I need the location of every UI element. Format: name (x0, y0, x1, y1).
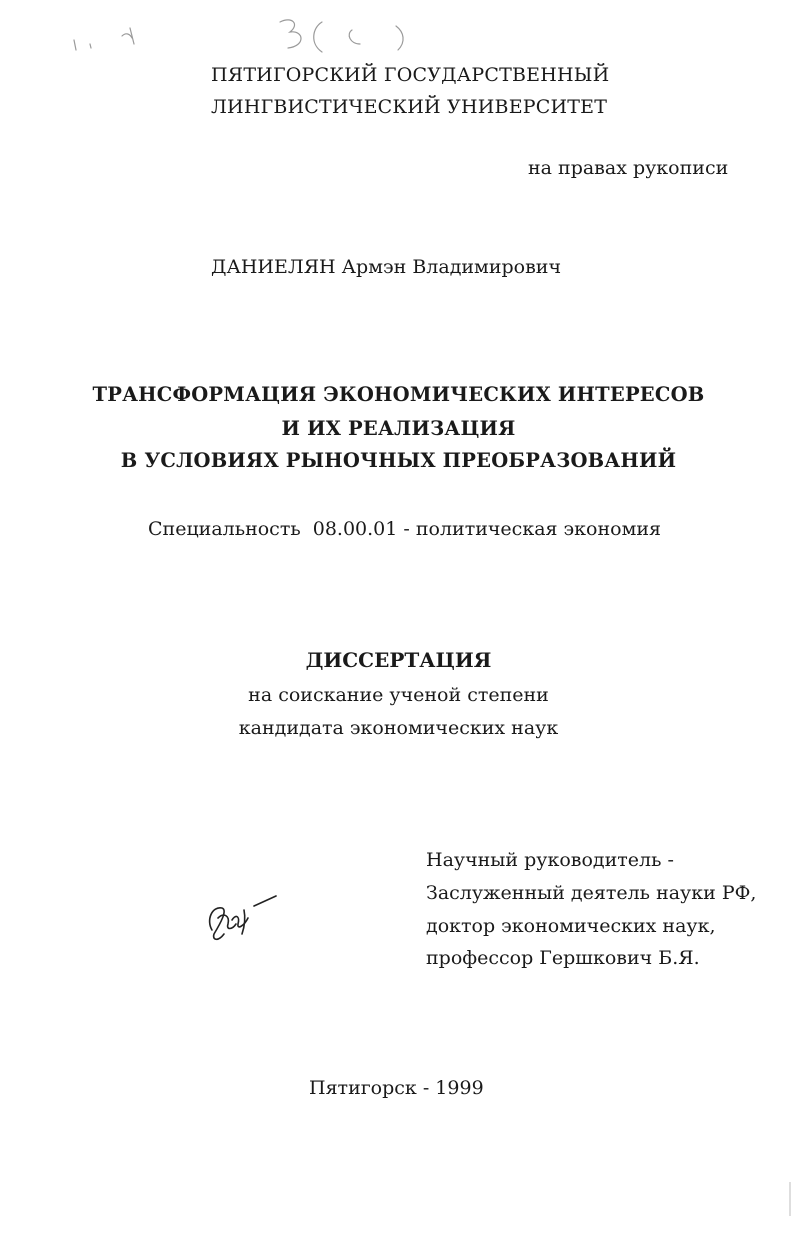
title-line2: И ИХ РЕАЛИЗАЦИЯ (281, 417, 516, 440)
signature (198, 890, 288, 950)
manuscript-note: на правах рукописи (528, 157, 729, 179)
dissertation-heading: ДИССЕРТАЦИЯ (305, 648, 492, 672)
supervisor-line1: Научный руководитель - (426, 849, 674, 871)
degree-line1: на соискание ученой степени (248, 684, 549, 706)
supervisor-line2: Заслуженный деятель науки РФ, (426, 882, 757, 904)
margin-mark (786, 1180, 794, 1220)
title-line1: ТРАНСФОРМАЦИЯ ЭКОНОМИЧЕСКИХ ИНТЕРЕСОВ (92, 383, 705, 406)
title-line3: В УСЛОВИЯХ РЫНОЧНЫХ ПРЕОБРАЗОВАНИЙ (120, 449, 677, 472)
specialty: Специальность 08.00.01 - политическая экономия (148, 518, 662, 540)
supervisor-line4: профессор Гершкович Б.Я. (426, 947, 700, 969)
university-name-line2: ЛИНГВИСТИЧЕСКИЙ УНИВЕРСИТЕТ (211, 96, 608, 118)
author-name: ДАНИЕЛЯН Армэн Владимирович (211, 256, 562, 278)
city-year: Пятигорск - 1999 (309, 1077, 484, 1099)
supervisor-line3: доктор экономических наук, (426, 915, 716, 937)
university-name-line1: ПЯТИГОРСКИЙ ГОСУДАРСТВЕННЫЙ (211, 64, 610, 86)
degree-line2: кандидата экономических наук (238, 717, 559, 739)
